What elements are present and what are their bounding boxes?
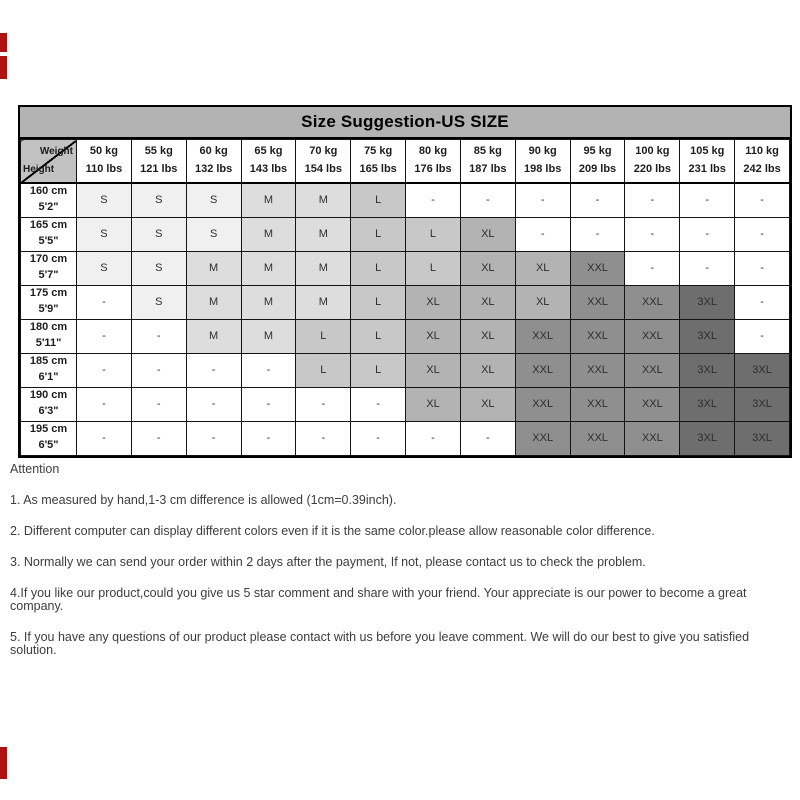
size-table — [20, 139, 790, 456]
size-cell: M — [241, 183, 296, 217]
size-cell: M — [241, 285, 296, 319]
size-cell: XXL — [515, 421, 570, 455]
empty-size-cell: - — [351, 387, 406, 421]
size-cell: S — [131, 285, 186, 319]
empty-size-cell: - — [625, 183, 680, 217]
weight-header-cell: 100 kg 220 lbs — [625, 140, 680, 184]
note-item-1: 1. As measured by hand,1-3 cm difference is allowed (1cm=0.39inch). — [10, 493, 397, 507]
weight-header-cell: 60 kg 132 lbs — [186, 140, 241, 184]
size-cell: L — [351, 319, 406, 353]
height-header-cell: 180 cm 5'11" — [21, 319, 77, 353]
size-cell: 3XL — [680, 319, 735, 353]
height-header-cell: 190 cm 6'3" — [21, 387, 77, 421]
empty-size-cell: - — [460, 183, 515, 217]
empty-size-cell: - — [735, 285, 790, 319]
size-cell: M — [296, 285, 351, 319]
size-cell: M — [241, 251, 296, 285]
empty-size-cell: - — [515, 183, 570, 217]
weight-header-cell: 55 kg 121 lbs — [131, 140, 186, 184]
size-cell: L — [351, 285, 406, 319]
size-cell: L — [296, 319, 351, 353]
size-cell: XXL — [570, 353, 625, 387]
size-cell: L — [406, 251, 461, 285]
weight-header-row — [21, 140, 790, 184]
size-cell: L — [351, 217, 406, 251]
size-cell: 3XL — [680, 387, 735, 421]
size-cell: M — [296, 217, 351, 251]
size-cell: XXL — [570, 421, 625, 455]
size-cell: XL — [460, 217, 515, 251]
empty-size-cell: - — [296, 387, 351, 421]
size-cell: XXL — [625, 421, 680, 455]
empty-size-cell: - — [735, 319, 790, 353]
size-cell: S — [131, 183, 186, 217]
weight-header-cell: 65 kg 143 lbs — [241, 140, 296, 184]
size-cell: XL — [406, 387, 461, 421]
table-row — [21, 217, 790, 251]
size-cell: M — [296, 251, 351, 285]
weight-header-cell: 110 kg 242 lbs — [735, 140, 790, 184]
size-cell: XXL — [570, 251, 625, 285]
size-cell: XL — [515, 285, 570, 319]
size-cell: XXL — [515, 319, 570, 353]
size-cell: M — [186, 285, 241, 319]
weight-header-cell: 80 kg 176 lbs — [406, 140, 461, 184]
empty-size-cell: - — [680, 251, 735, 285]
size-cell: XXL — [625, 319, 680, 353]
red-accent-bar — [0, 747, 7, 779]
size-cell: L — [351, 251, 406, 285]
empty-size-cell: - — [186, 353, 241, 387]
table-row — [21, 421, 790, 455]
size-cell: 3XL — [735, 387, 790, 421]
size-chart-table — [18, 105, 792, 458]
size-cell: M — [296, 183, 351, 217]
empty-size-cell: - — [570, 217, 625, 251]
size-cell: S — [186, 217, 241, 251]
height-header-cell: 160 cm 5'2" — [21, 183, 77, 217]
empty-size-cell: - — [241, 353, 296, 387]
size-cell: XXL — [570, 319, 625, 353]
size-cell: L — [296, 353, 351, 387]
empty-size-cell: - — [186, 387, 241, 421]
empty-size-cell: - — [735, 251, 790, 285]
note-item-3: 3. Normally we can send your order within 2 days after the payment, If not, please contact us to check the problem. — [10, 555, 646, 569]
size-cell: XL — [460, 353, 515, 387]
size-cell: XL — [406, 319, 461, 353]
red-accent-bar — [0, 33, 7, 52]
height-header-cell: 165 cm 5'5" — [21, 217, 77, 251]
size-cell: 3XL — [735, 353, 790, 387]
empty-size-cell: - — [625, 217, 680, 251]
chart-title: Size Suggestion-US SIZE — [20, 107, 790, 139]
empty-size-cell: - — [77, 421, 132, 455]
size-cell: XXL — [625, 285, 680, 319]
size-cell: 3XL — [735, 421, 790, 455]
empty-size-cell: - — [680, 183, 735, 217]
size-cell: M — [186, 251, 241, 285]
table-row — [21, 353, 790, 387]
empty-size-cell: - — [241, 387, 296, 421]
weight-header-cell: 90 kg 198 lbs — [515, 140, 570, 184]
note-item-5: 5. If you have any questions of our product please contact with us before you leave comment. We will do our best to give you satisfied solution. — [10, 630, 750, 657]
size-cell: S — [77, 183, 132, 217]
size-cell: S — [186, 183, 241, 217]
empty-size-cell: - — [296, 421, 351, 455]
empty-size-cell: - — [406, 183, 461, 217]
empty-size-cell: - — [131, 353, 186, 387]
corner-cell — [21, 140, 77, 184]
size-cell: L — [351, 183, 406, 217]
table-row — [21, 183, 790, 217]
size-cell: XL — [406, 353, 461, 387]
attention-notes — [10, 463, 794, 675]
empty-size-cell: - — [77, 319, 132, 353]
height-header-cell: 175 cm 5'9" — [21, 285, 77, 319]
note-item-2: 2. Different computer can display different colors even if it is the same color.please allow reasonable color difference. — [10, 524, 655, 538]
size-cell: 3XL — [680, 285, 735, 319]
table-row — [21, 319, 790, 353]
size-cell: M — [186, 319, 241, 353]
size-cell: XL — [406, 285, 461, 319]
red-accent-bar — [0, 56, 7, 79]
size-cell: XXL — [625, 353, 680, 387]
size-cell: M — [241, 319, 296, 353]
empty-size-cell: - — [680, 217, 735, 251]
size-cell: 3XL — [680, 353, 735, 387]
height-header-cell: 195 cm 6'5" — [21, 421, 77, 455]
empty-size-cell: - — [460, 421, 515, 455]
size-cell: XL — [460, 387, 515, 421]
empty-size-cell: - — [515, 217, 570, 251]
size-cell: XL — [515, 251, 570, 285]
empty-size-cell: - — [186, 421, 241, 455]
empty-size-cell: - — [351, 421, 406, 455]
table-row — [21, 251, 790, 285]
size-cell: XXL — [570, 387, 625, 421]
table-row — [21, 387, 790, 421]
size-cell: XL — [460, 319, 515, 353]
empty-size-cell: - — [625, 251, 680, 285]
height-header-cell: 185 cm 6'1" — [21, 353, 77, 387]
empty-size-cell: - — [406, 421, 461, 455]
size-cell: S — [131, 217, 186, 251]
weight-axis-label: Weight — [39, 146, 73, 157]
weight-header-cell: 50 kg 110 lbs — [77, 140, 132, 184]
empty-size-cell: - — [77, 353, 132, 387]
weight-header-cell: 75 kg 165 lbs — [351, 140, 406, 184]
empty-size-cell: - — [735, 183, 790, 217]
size-cell: XXL — [570, 285, 625, 319]
weight-header-cell: 105 kg 231 lbs — [680, 140, 735, 184]
height-header-cell: 170 cm 5'7" — [21, 251, 77, 285]
empty-size-cell: - — [77, 387, 132, 421]
empty-size-cell: - — [570, 183, 625, 217]
size-cell: S — [77, 217, 132, 251]
empty-size-cell: - — [131, 319, 186, 353]
empty-size-cell: - — [77, 285, 132, 319]
empty-size-cell: - — [131, 421, 186, 455]
size-cell: L — [351, 353, 406, 387]
weight-header-cell: 95 kg 209 lbs — [570, 140, 625, 184]
size-cell: S — [77, 251, 132, 285]
note-item-4: 4.If you like our product,could you give us 5 star comment and share with your friend. Your appreciate is our power to become a great company. — [10, 586, 747, 613]
size-cell: XXL — [515, 353, 570, 387]
table-row — [21, 285, 790, 319]
empty-size-cell: - — [735, 217, 790, 251]
size-cell: XL — [460, 251, 515, 285]
size-cell: M — [241, 217, 296, 251]
size-cell: XXL — [625, 387, 680, 421]
notes-heading: Attention — [10, 462, 60, 476]
empty-size-cell: - — [131, 387, 186, 421]
size-cell: XL — [460, 285, 515, 319]
size-cell: XXL — [515, 387, 570, 421]
weight-header-cell: 70 kg 154 lbs — [296, 140, 351, 184]
size-cell: L — [406, 217, 461, 251]
weight-header-cell: 85 kg 187 lbs — [460, 140, 515, 184]
size-cell: 3XL — [680, 421, 735, 455]
height-axis-label: Height — [23, 164, 55, 175]
size-cell: S — [131, 251, 186, 285]
empty-size-cell: - — [241, 421, 296, 455]
